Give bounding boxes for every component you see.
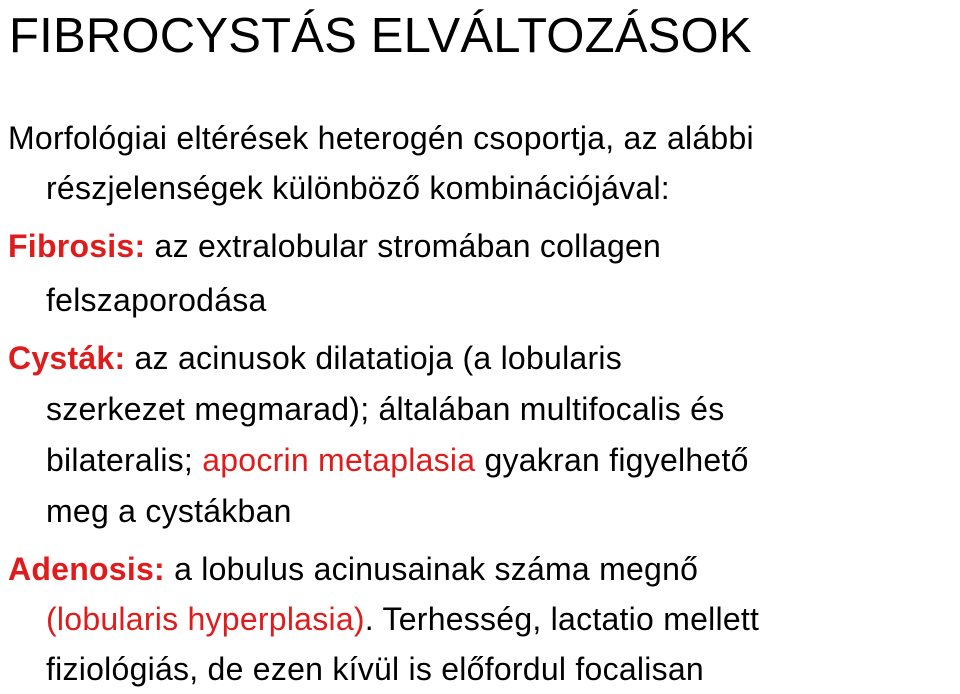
adenosis-line-2-rest: . Terhesség, lactatio mellett: [364, 601, 760, 637]
fibrosis-line-2: felszaporodása: [46, 282, 267, 318]
cystak-line-3-end: gyakran figyelhető: [475, 442, 749, 478]
intro-line-2: részjelenségek különböző kombinációjával:: [46, 170, 670, 206]
fibrosis-definition: az extralobular stromában collagen: [145, 228, 662, 264]
cystak-line-1: [8, 338, 622, 378]
cystak-definition: az acinusok dilatatioja (a lobularis: [125, 340, 622, 376]
apocrin-metaplasia-highlight: apocrin metaplasia: [202, 442, 476, 478]
cystak-line-3-start: bilateralis;: [46, 442, 203, 478]
adenosis-definition: a lobulus acinusainak száma megnő: [164, 551, 699, 587]
adenosis-line-3: fiziológiás, de ezen kívül is előfordul focalisan: [46, 651, 704, 687]
cystak-line-4: meg a cystákban: [46, 493, 292, 529]
adenosis-term: Adenosis:: [8, 551, 165, 587]
intro-line-1: Morfológiai eltérések heterogén csoportja, az alábbi: [8, 120, 754, 156]
fibrosis-term: Fibrosis:: [8, 228, 146, 264]
lobularis-hyperplasia-highlight: (lobularis hyperplasia): [46, 601, 365, 637]
cystak-line-3: [46, 440, 749, 480]
adenosis-line-1: [8, 549, 698, 589]
slide-title: FIBROCYSTÁS ELVÁLTOZÁSOK: [9, 9, 752, 63]
cystak-line-2: szerkezet megmarad); általában multifocalis és: [46, 391, 725, 427]
fibrosis-line-1: [8, 226, 661, 266]
adenosis-line-2: [46, 599, 759, 639]
cystak-term: Cysták:: [8, 340, 126, 376]
